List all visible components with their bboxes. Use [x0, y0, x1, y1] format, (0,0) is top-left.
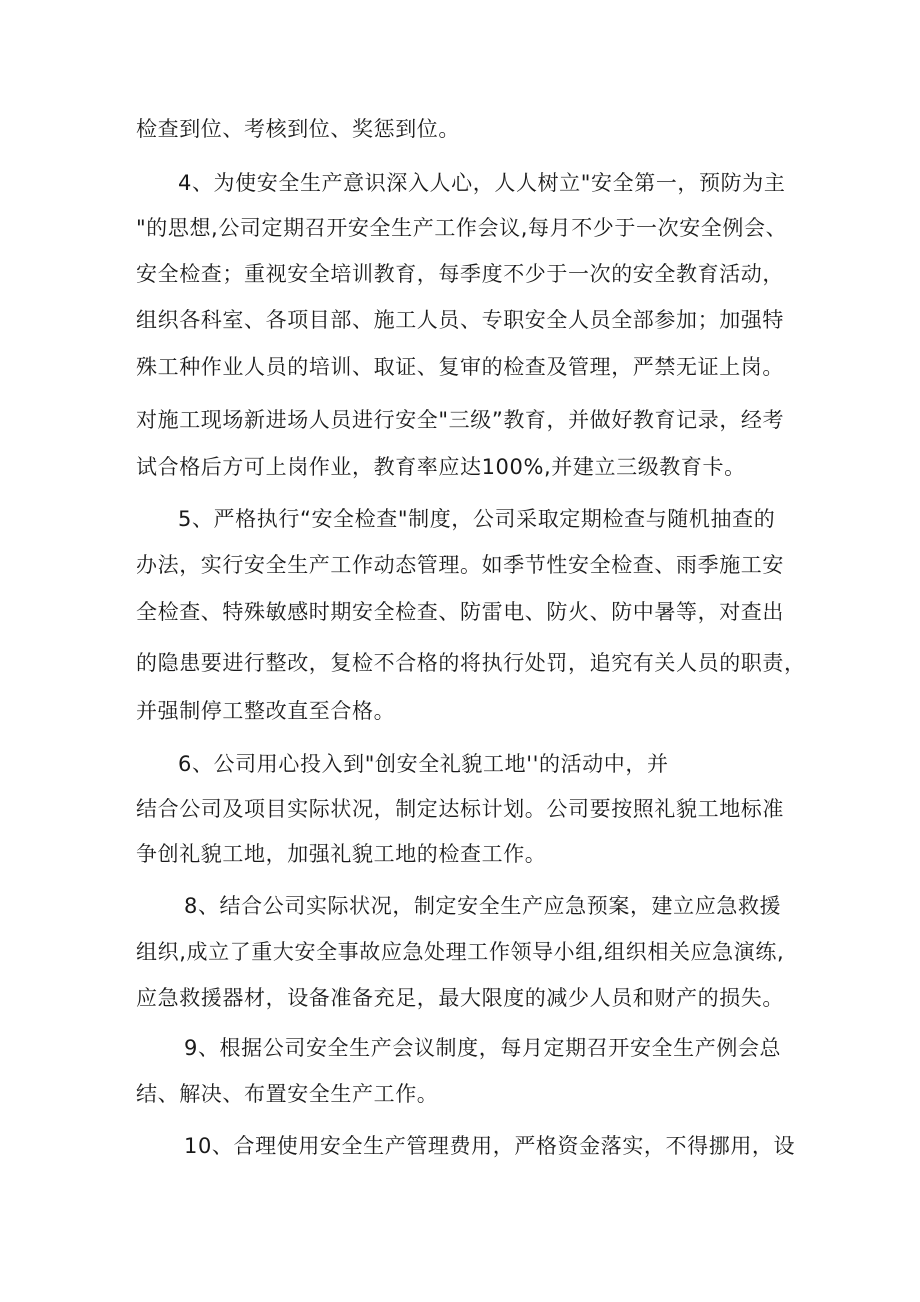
- text-line: 殊工种作业人员的培训、取证、复审的检查及管理，严禁无证上岗。: [136, 355, 784, 379]
- text-line: 10、合理使用安全生产管理费用，严格资金落实，不得挪用，设: [184, 1134, 796, 1158]
- text-line: 5、严格执行“安全检查"制度，公司采取定期检查与随机抽查的: [178, 507, 776, 531]
- text-line: 争创礼貌工地，加强礼貌工地的检查工作。: [136, 842, 547, 866]
- text-line: "的思想,公司定期召开安全生产工作会议,每月不少于一次安全例会、: [136, 216, 788, 240]
- text-line: 应急救援器材，设备准备充足，最大限度的减少人员和财产的损失。: [136, 986, 784, 1010]
- text-line: 安全检查；重视安全培训教育，每季度不少于一次的安全教育活动，: [136, 262, 784, 286]
- text-line: 结合公司及项目实际状况，制定达标计划。公司要按照礼貌工地标准: [136, 797, 784, 821]
- text-line: 办法，实行安全生产工作动态管理。如季节性安全检查、雨季施工安: [136, 553, 784, 577]
- text-line: 9、根据公司安全生产会议制度，每月定期召开安全生产例会总: [184, 1036, 782, 1060]
- text-line: 的隐患要进行整改，复检不合格的将执行处罚，追究有关人员的职责，: [136, 651, 806, 675]
- text-line: 全检查、特殊敏感时期安全检查、防雷电、防火、防中暑等，对查出: [136, 600, 784, 624]
- text-line: 组织,成立了重大安全事故应急处理工作领导小组,组织相关应急演练,: [136, 940, 785, 964]
- text-line: 检查到位、考核到位、奖惩到位。: [136, 117, 460, 141]
- text-line: 4、为使安全生产意识深入人心，人人树立"安全第一，预防为主: [178, 171, 786, 195]
- text-line: 并强制停工整改直至合格。: [136, 699, 396, 723]
- text-line: 6、公司用心投入到"创安全礼貌工地''的活动中，并: [178, 752, 669, 776]
- text-line: 试合格后方可上岗作业，教育率应达100%,并建立三级教育卡。: [136, 455, 746, 479]
- text-line: 对施工现场新进场人员进行安全"三级”教育，并做好教育记录，经考: [136, 408, 785, 432]
- text-line: 组织各科室、各项目部、施工人员、专职安全人员全部参加；加强特: [136, 308, 784, 332]
- text-line: 结、解决、布置安全生产工作。: [136, 1082, 439, 1106]
- text-line: 8、结合公司实际状况，制定安全生产应急预案，建立应急救援: [184, 894, 782, 918]
